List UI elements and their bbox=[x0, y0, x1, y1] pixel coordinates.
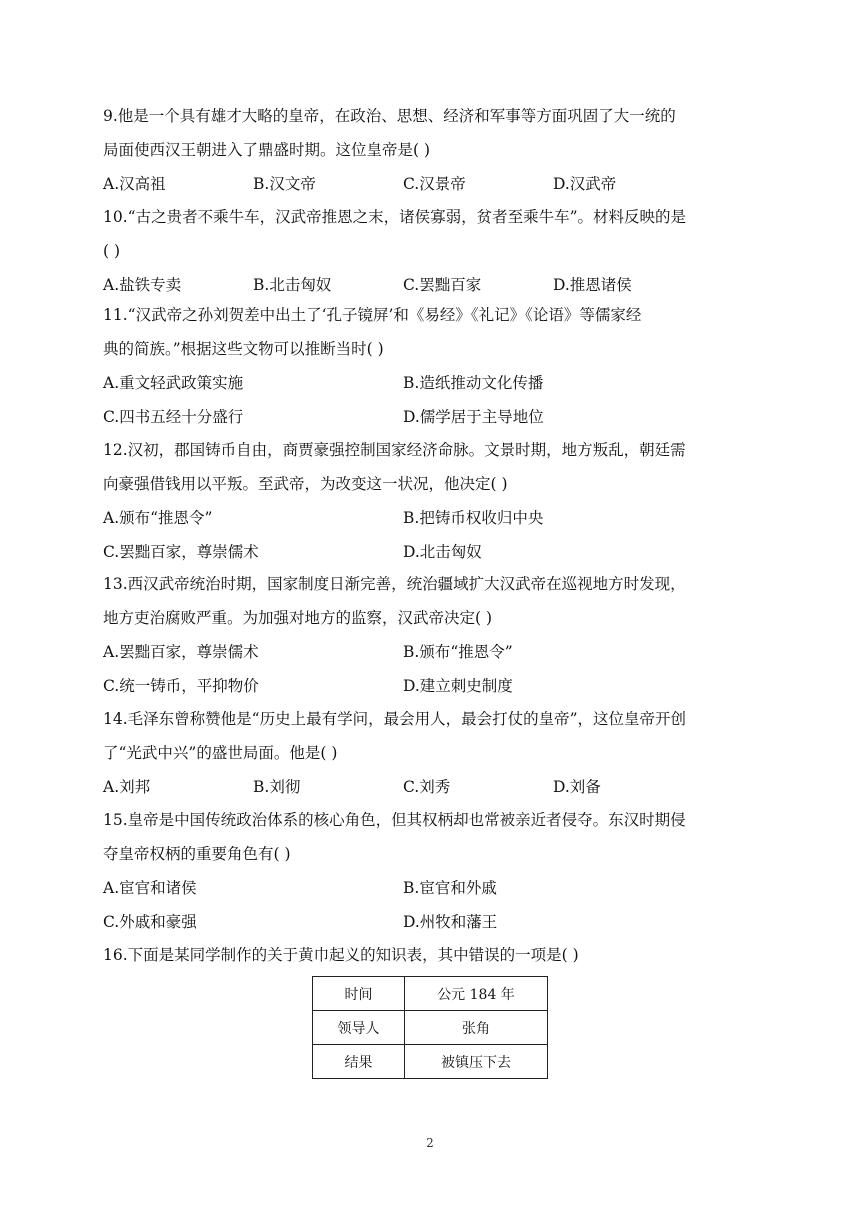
option-c[interactable]: C.外戚和豪强 bbox=[103, 913, 197, 931]
options-row bbox=[103, 535, 753, 569]
option-a[interactable]: A.宦官和诸侯 bbox=[103, 879, 197, 897]
option-d[interactable]: D.北击匈奴 bbox=[403, 543, 482, 561]
option-c[interactable]: C.罢黜百家 bbox=[403, 276, 482, 294]
table-row bbox=[313, 977, 548, 1011]
options-row bbox=[103, 905, 753, 939]
options-row bbox=[103, 501, 753, 535]
question-text-line: 了“光武中兴”的盛世局面。他是( ) bbox=[103, 744, 338, 762]
options-row bbox=[103, 400, 753, 434]
table-cell: 时间 bbox=[313, 977, 405, 1011]
question-13 bbox=[103, 567, 753, 703]
option-b[interactable]: B.北击匈奴 bbox=[253, 276, 332, 294]
question-text-line: 13.西汉武帝统治时期，国家制度日渐完善，统治疆域扩大汉武帝在巡视地方时发现， bbox=[103, 575, 686, 593]
question-text-line: 15.皇帝是中国传统政治体系的核心角色，但其权柄却也常被亲近者侵夺。东汉时期侵 bbox=[103, 811, 686, 829]
options-row bbox=[103, 770, 753, 804]
option-b[interactable]: B.把铸币权收归中央 bbox=[403, 509, 544, 527]
question-text-line: 9.他是一个具有雄才大略的皇帝，在政治、思想、经济和军事等方面巩固了大一统的 bbox=[103, 107, 676, 125]
option-c[interactable]: C.统一铸币，平抑物价 bbox=[103, 677, 259, 695]
option-c[interactable]: C.罢黜百家，尊崇儒术 bbox=[103, 543, 259, 561]
table-row bbox=[313, 1011, 548, 1045]
option-b[interactable]: B.造纸推动文化传播 bbox=[403, 374, 544, 392]
option-b[interactable]: B.汉文帝 bbox=[253, 175, 316, 193]
question-15 bbox=[103, 803, 753, 939]
option-a[interactable]: A.盐铁专卖 bbox=[103, 276, 182, 294]
table-cell: 公元 184 年 bbox=[405, 977, 548, 1011]
option-c[interactable]: C.刘秀 bbox=[403, 778, 451, 796]
question-text-line: 夺皇帝权柄的重要角色有( ) bbox=[103, 845, 291, 863]
question-16 bbox=[103, 938, 753, 972]
option-b[interactable]: B.刘彻 bbox=[253, 778, 301, 796]
option-d[interactable]: D.汉武帝 bbox=[553, 175, 617, 193]
table-cell: 张角 bbox=[405, 1011, 548, 1045]
question-12 bbox=[103, 433, 753, 569]
option-d[interactable]: D.儒学居于主导地位 bbox=[403, 408, 544, 426]
question-text-line: ( ) bbox=[103, 242, 121, 260]
option-b[interactable]: B.颁布“推恩令” bbox=[403, 643, 513, 661]
question-text-line: 局面使西汉王朝进入了鼎盛时期。这位皇帝是( ) bbox=[103, 141, 431, 159]
question-text-line: 10.“古之贵者不乘牛车，汉武帝推恩之末，诸侯寡弱，贫者至乘牛车”。材料反映的是 bbox=[103, 208, 687, 226]
options-row bbox=[103, 669, 753, 703]
question-9 bbox=[103, 99, 753, 201]
option-d[interactable]: D.推恩诸侯 bbox=[553, 276, 632, 294]
option-b[interactable]: B.宦官和外戚 bbox=[403, 879, 497, 897]
question-text-line: 11.“汉武帝之孙刘贺差中出土了‘孔子镜屏’和《易经》《礼记》《论语》等儒家经 bbox=[103, 306, 642, 324]
option-d[interactable]: D.州牧和藩王 bbox=[403, 913, 498, 931]
option-c[interactable]: C.四书五经十分盛行 bbox=[103, 408, 244, 426]
options-row bbox=[103, 366, 753, 400]
question-text-line: 14.毛泽东曾称赞他是“历史上最有学问，最会用人，最会打仗的皇帝”，这位皇帝开创 bbox=[103, 710, 687, 728]
knowledge-table bbox=[312, 976, 548, 1079]
table-cell: 被镇压下去 bbox=[405, 1045, 548, 1079]
question-14 bbox=[103, 702, 753, 804]
table-cell: 领导人 bbox=[313, 1011, 405, 1045]
option-a[interactable]: A.汉高祖 bbox=[103, 175, 166, 193]
options-row bbox=[103, 268, 753, 302]
options-row bbox=[103, 167, 753, 201]
question-10 bbox=[103, 200, 753, 302]
question-text-line: 16.下面是某同学制作的关于黄巾起义的知识表，其中错误的一项是( ) bbox=[103, 946, 579, 964]
options-row bbox=[103, 871, 753, 905]
table-cell: 结果 bbox=[313, 1045, 405, 1079]
question-text-line: 典的简族。”根据这些文物可以推断当时( ) bbox=[103, 340, 384, 358]
option-a[interactable]: A.罢黜百家，尊崇儒术 bbox=[103, 643, 259, 661]
page-number: 2 bbox=[426, 1136, 434, 1150]
option-c[interactable]: C.汉景帝 bbox=[403, 175, 466, 193]
option-d[interactable]: D.建立刺史制度 bbox=[403, 677, 513, 695]
options-row bbox=[103, 635, 753, 669]
question-11 bbox=[103, 298, 753, 434]
option-a[interactable]: A.重文轻武政策实施 bbox=[103, 374, 244, 392]
option-d[interactable]: D.刘备 bbox=[553, 778, 601, 796]
option-a[interactable]: A.颁布“推恩令” bbox=[103, 509, 213, 527]
table-row bbox=[313, 1045, 548, 1079]
question-text-line: 12.汉初，郡国铸币自由，商贾豪强控制国家经济命脉。文景时期，地方叛乱，朝廷需 bbox=[103, 441, 686, 459]
question-text-line: 地方吏治腐败严重。为加强对地方的监察，汉武帝决定( ) bbox=[103, 609, 493, 627]
question-text-line: 向豪强借钱用以平叛。至武帝，为改变这一状况，他决定( ) bbox=[103, 475, 508, 493]
option-a[interactable]: A.刘邦 bbox=[103, 778, 151, 796]
